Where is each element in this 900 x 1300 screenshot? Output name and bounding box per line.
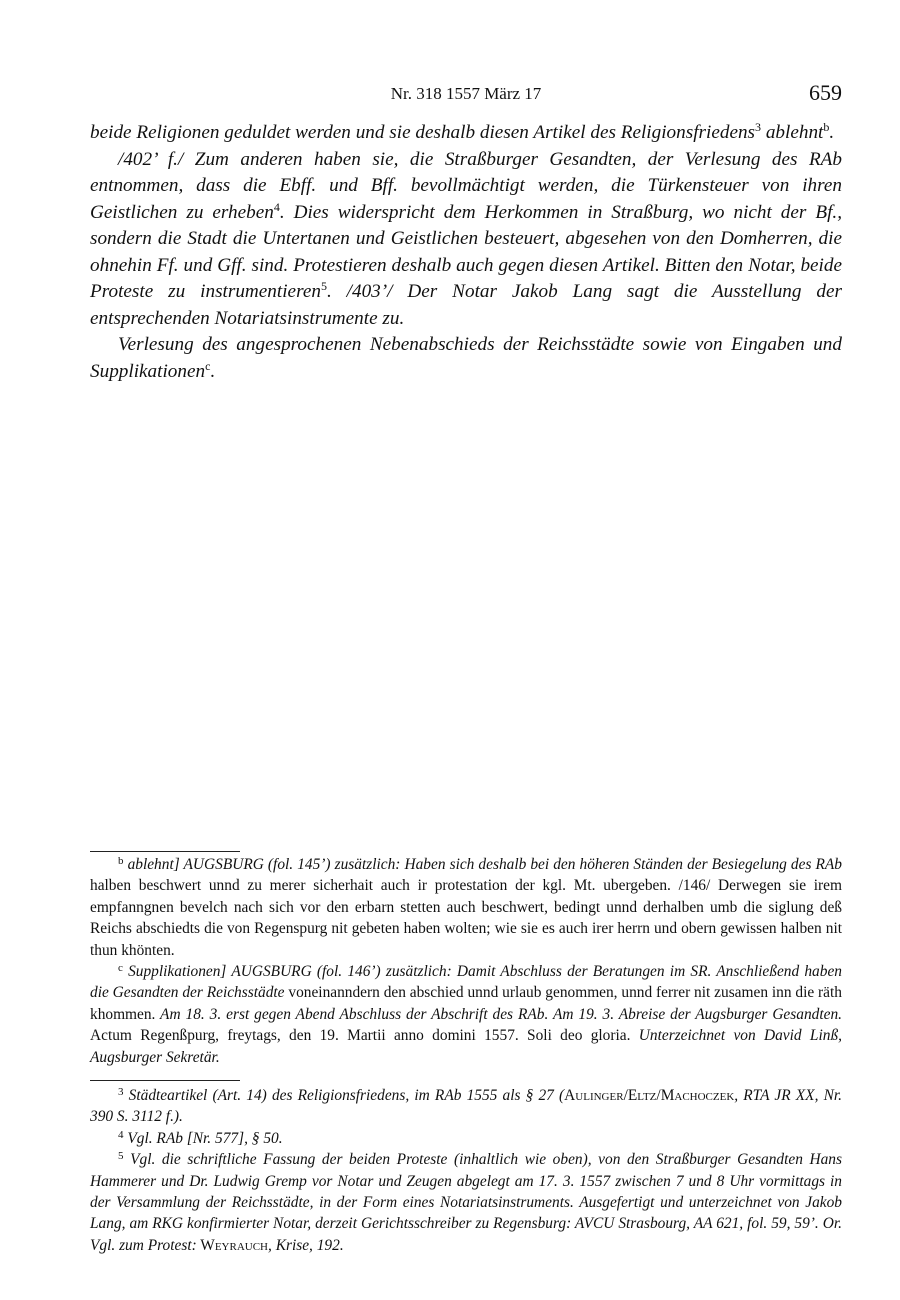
variant-note-c-italic-2: Am 18. 3. erst gegen Abend Abschluss der Abschrift des RAb. Am 19. 3. Abreise der Augsburger Gesandten. <box>155 1005 842 1023</box>
footnote-ref-4: 4 <box>273 199 280 214</box>
variant-note-b <box>90 854 842 961</box>
footnote-5-text-b: , Krise, 192. <box>268 1236 344 1254</box>
footnote-5-author: Weyrauch <box>196 1236 268 1254</box>
variant-ref-c: c <box>205 358 211 373</box>
footnote-ref-3: 3 <box>755 120 762 134</box>
paragraph-2-text-b: . Dies widerspricht dem Herkommen in Straßburg, wo nicht der Bf., sondern die Stadt die Untertanen und Geistlichen besteuert, abgesehen von den Domherren, die ohnehin Ff. und Gff. sind. Protestieren deshalb auch gegen diesen Artikel. Bitten den Notar, beide Proteste zu instrumentieren <box>90 201 842 302</box>
paragraph-2 <box>90 147 842 333</box>
variant-note-c-italic-1: Supplikationen] AUGSBURG (fol. 146’) zusätzlich: Damit Abschluss der Beratungen im SR. Anschließend haben die Gesandten der Reichsstädte <box>90 963 842 1002</box>
footnotes-rule <box>90 1080 240 1081</box>
paragraph-1-text-c: . <box>829 122 835 143</box>
running-title: Nr. 318 1557 März 17 <box>390 84 542 103</box>
paragraph-3 <box>90 332 842 385</box>
variant-notes <box>90 854 842 1068</box>
footnote-5-text-a: Vgl. die schriftliche Fassung der beiden Proteste (inhaltlich wie oben), von den Straßburger Gesandten Hans Hammerer und Dr. Ludwig Gremp vor Notar und Zeugen abgelegt am 17. 3. 1557 zwischen 7 und 8 Uhr vormittags in der Versammlung der Reichsstädte, in der Form eines Notariatsinstruments. Ausgefertigt und unterzeichnet von Jakob Lang, am RKG konfirmierter Notar, derzeit Gerichtsschreiber zu Regensburg: AVCU Strasbourg, AA 621, fol. 59, 59’. Or. Vgl. zum Protest: <box>90 1151 842 1254</box>
footnote-3-marker: 3 <box>118 1086 124 1098</box>
main-text <box>90 120 842 385</box>
variant-notes-rule <box>90 851 240 852</box>
variant-note-c-quote-1: voneinanndern den abschied unnd urlaub genommen, unnd ferrer nit zusamen inn die räth khommen. <box>90 984 842 1023</box>
variant-ref-b: b <box>823 120 830 134</box>
footnote-5-marker: 5 <box>118 1150 124 1163</box>
paragraph-1 <box>90 120 842 147</box>
page-number: 659 <box>809 80 842 105</box>
variant-note-c <box>90 961 842 1068</box>
variant-note-b-quote: halben beschwert unnd zu merer sicherhait auch ir protestation der kgl. Mt. ubergeben. /146/ Derwegen sie irem empfanngnen bevelch nach sich vor den erbarn stetten auch beschwert, bedingt unnd derhalben umb die siglung deß Reichs abschiedts die von Regenspurg nit gebeten haben wolten; wie sie es auch irer herrn und obern gewissen halben nit thun khönten. <box>90 877 842 959</box>
footnote-3-author-1: Aulinger <box>564 1087 624 1104</box>
footnote-4 <box>90 1128 842 1149</box>
footnote-3-slash-1: / <box>623 1087 628 1104</box>
variant-note-c-italic-3: Unterzeichnet von David Linß, Augsburger Sekretär. <box>90 1027 842 1066</box>
footnote-ref-5: 5 <box>320 279 327 293</box>
footnote-3-author-2: Eltz <box>627 1087 657 1104</box>
footnote-5 <box>90 1149 842 1256</box>
footnote-3 <box>90 1085 842 1128</box>
footnote-4-text: Vgl. RAb [Nr. 577], § 50. <box>127 1129 283 1147</box>
footnote-3-author-3: Machoczek <box>660 1087 735 1104</box>
variant-note-b-italic: ablehnt] AUGSBURG (fol. 145’) zusätzlich: Haben sich deshalb bei den höheren Ständen der Besiegelung des RAb <box>127 856 842 873</box>
footnote-3-text-b: , RTA JR XX, Nr. 390 S. 3112 f.). <box>90 1087 842 1126</box>
paragraph-1-text-a: beide Religionen geduldet werden und sie deshalb diesen Artikel des Religionsfriedens <box>90 122 756 143</box>
paragraph-2-text-a: /402’ f./ Zum anderen haben sie, die Straßburger Gesandten, der Verlesung des RAb entnommen, dass die Ebff. und Bff. bevollmächtigt werden, die Türkensteuer von ihren Geistlichen zu erheben <box>90 148 842 223</box>
footnotes <box>90 1085 842 1256</box>
variant-note-c-quote-2: Actum Regenßpurg, freytags, den 19. Martii anno domini 1557. Soli deo gloria. <box>90 1027 631 1045</box>
paragraph-3-text-a: Verlesung des angesprochenen Nebenabschieds der Reichsstädte sowie von Eingaben und Supplikationen <box>90 334 842 382</box>
page-header <box>90 80 842 110</box>
paragraph-3-text-b: . <box>210 360 216 382</box>
variant-note-c-marker: c <box>118 962 123 975</box>
footnote-3-slash-2: / <box>656 1087 661 1104</box>
paragraph-2-text-c: . /403’/ Der Notar Jakob Lang sagt die Ausstellung der entsprechenden Notariatsinstrumente zu. <box>90 281 842 329</box>
footnote-4-marker: 4 <box>118 1128 124 1141</box>
footnote-3-text-a: Städteartikel (Art. 14) des Religionsfriedens, im RAb 1555 als § 27 ( <box>128 1087 565 1104</box>
variant-note-b-marker: b <box>118 855 124 867</box>
paragraph-1-text-b: ablehnt <box>761 122 824 143</box>
